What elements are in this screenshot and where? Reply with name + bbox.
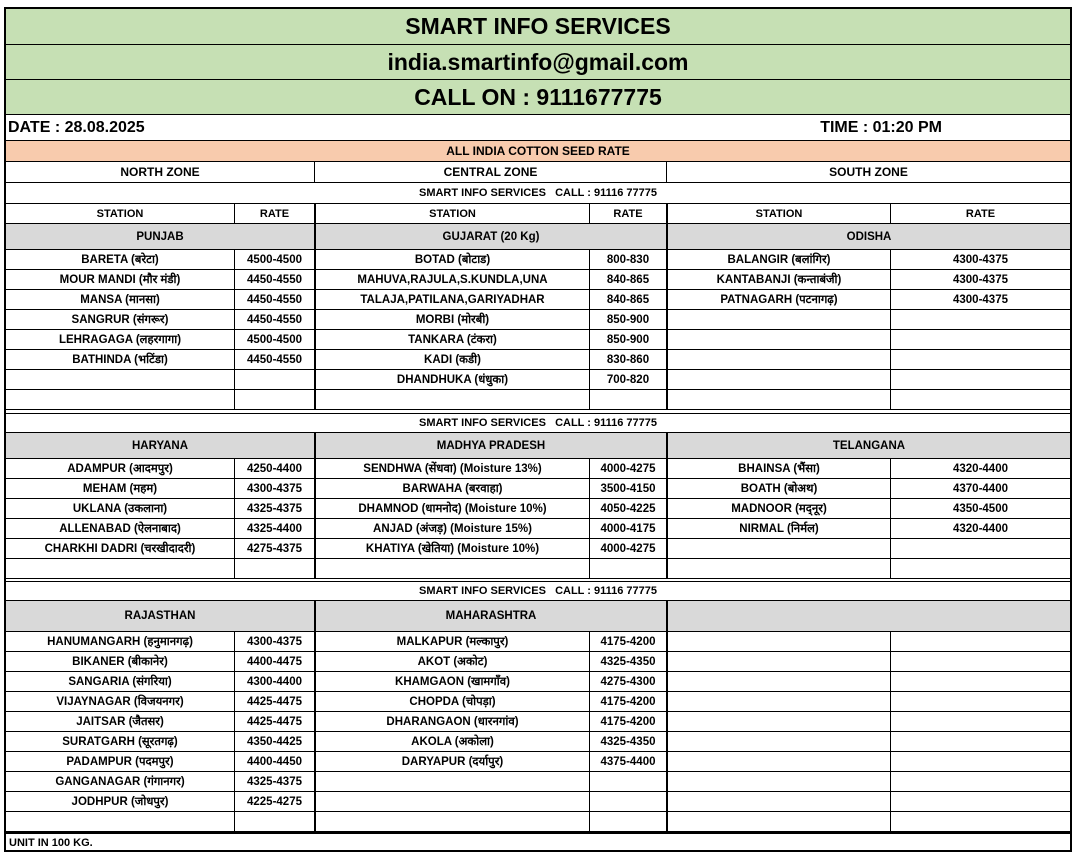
station-name: CHOPDA (चोपड़ा)	[314, 692, 589, 712]
report-time: TIME : 01:20 PM	[820, 118, 942, 136]
station-name: ADAMPUR (आदमपुर)	[6, 459, 234, 479]
station-name: PADAMPUR (पदमपुर)	[6, 752, 234, 772]
station-name: MORBI (मोरबी)	[314, 310, 589, 330]
station-name: VIJAYNAGAR (विजयनगर)	[6, 692, 234, 712]
rate-value: 4350-4425	[234, 732, 314, 752]
rate-sheet	[4, 7, 1072, 852]
empty-cell	[589, 812, 666, 832]
station-name: SANGARIA (संगरिया)	[6, 672, 234, 692]
zone-south: SOUTH ZONE	[666, 162, 1070, 182]
section-1	[6, 224, 1070, 413]
rate-value: 4300-4375	[890, 270, 1070, 290]
rate-value: 4175-4200	[589, 632, 666, 652]
rate-value: 4450-4550	[234, 270, 314, 290]
rate-value: 4450-4550	[234, 350, 314, 370]
rate-value: 850-900	[589, 310, 666, 330]
empty-cell	[890, 752, 1070, 772]
section-3	[6, 601, 1070, 832]
col-station: STATION	[96, 207, 144, 220]
station-name: LEHRAGAGA (लहरगागा)	[6, 330, 234, 350]
empty-cell	[666, 772, 890, 792]
empty-cell	[314, 559, 589, 579]
station-name: BOTAD (बोटाड)	[314, 250, 589, 270]
company-name: SMART INFO SERVICES	[6, 9, 1070, 45]
banner-3: SMART INFO SERVICES CALL : 91116 77775	[6, 581, 1070, 601]
empty-cell	[890, 559, 1070, 579]
station-name: TALAJA,PATILANA,GARIYADHAR	[314, 290, 589, 310]
region-title: TELANGANA	[666, 433, 1070, 459]
rate-value: 840-865	[589, 290, 666, 310]
station-name: NIRMAL (निर्मल)	[666, 519, 890, 539]
station-name: MANSA (मानसा)	[6, 290, 234, 310]
station-name: SENDHWA (सेंधवा) (Moisture 13%)	[314, 459, 589, 479]
empty-cell	[890, 772, 1070, 792]
station-name: MAHUVA,RAJULA,S.KUNDLA,UNA	[314, 270, 589, 290]
station-name: DARYAPUR (दर्यापुर)	[314, 752, 589, 772]
rate-value: 4325-4375	[234, 499, 314, 519]
empty-cell	[589, 772, 666, 792]
station-name: BIKANER (बीकानेर)	[6, 652, 234, 672]
region-title: MAHARASHTRA	[314, 601, 666, 632]
empty-cell	[666, 310, 890, 330]
rate-value: 4275-4300	[589, 672, 666, 692]
rate-value: 4225-4275	[234, 792, 314, 812]
empty-cell	[890, 812, 1070, 832]
report-date: DATE : 28.08.2025	[8, 118, 145, 136]
station-name: KHAMGAON (खामगाँव)	[314, 672, 589, 692]
station-name: CHARKHI DADRI (चरखीदादरी)	[6, 539, 234, 559]
station-name: SANGRUR (संगरूर)	[6, 310, 234, 330]
empty-cell	[6, 559, 234, 579]
station-name: MEHAM (महम)	[6, 479, 234, 499]
empty-cell	[666, 350, 890, 370]
empty-cell	[666, 792, 890, 812]
empty-cell	[890, 732, 1070, 752]
station-name: GANGANAGAR (गंगानगर)	[6, 772, 234, 792]
col-station: STATION	[666, 204, 890, 223]
column-header-row	[6, 204, 1070, 224]
banner-1: SMART INFO SERVICES CALL : 91116 77775	[6, 183, 1070, 204]
empty-cell	[666, 559, 890, 579]
rate-value: 4450-4550	[234, 310, 314, 330]
station-name: AKOLA (अकोला)	[314, 732, 589, 752]
rate-value: 4400-4475	[234, 652, 314, 672]
empty-cell	[666, 632, 890, 652]
rate-value: 4300-4375	[890, 250, 1070, 270]
station-name: JAITSAR (जैतसर)	[6, 712, 234, 732]
empty-cell	[666, 539, 890, 559]
station-name: TANKARA (टंकरा)	[314, 330, 589, 350]
rate-value: 4000-4275	[589, 539, 666, 559]
empty-cell	[666, 712, 890, 732]
empty-cell	[890, 652, 1070, 672]
empty-cell	[890, 390, 1070, 410]
empty-cell	[589, 390, 666, 410]
station-name: PATNAGARH (पटनागढ़)	[666, 290, 890, 310]
station-name: MOUR MANDI (मौर मंडी)	[6, 270, 234, 290]
empty-cell	[890, 310, 1070, 330]
rate-value: 830-860	[589, 350, 666, 370]
empty-cell	[234, 812, 314, 832]
rate-value: 4275-4375	[234, 539, 314, 559]
empty-cell	[890, 692, 1070, 712]
rate-value: 4175-4200	[589, 712, 666, 732]
rate-value: 4370-4400	[890, 479, 1070, 499]
region-title: HARYANA	[6, 433, 314, 459]
station-name: KHATIYA (खेतिया) (Moisture 10%)	[314, 539, 589, 559]
empty-cell	[6, 370, 234, 390]
station-name: BARETA (बरेटा)	[6, 250, 234, 270]
region-title	[666, 601, 1070, 632]
empty-cell	[589, 792, 666, 812]
col-rate: RATE	[589, 204, 666, 223]
rate-value: 4300-4375	[234, 632, 314, 652]
zone-row	[6, 162, 1070, 183]
rate-value: 3500-4150	[589, 479, 666, 499]
empty-cell	[6, 812, 234, 832]
zone-north: NORTH ZONE	[120, 165, 200, 179]
station-name: MADNOOR (मद्नूर)	[666, 499, 890, 519]
empty-cell	[314, 812, 589, 832]
rate-value: 4425-4475	[234, 692, 314, 712]
station-name: HANUMANGARH (हनुमानगढ़)	[6, 632, 234, 652]
station-name: ALLENABAD (ऐलनाबाद)	[6, 519, 234, 539]
station-name: MALKAPUR (मल्कापुर)	[314, 632, 589, 652]
empty-cell	[666, 652, 890, 672]
empty-cell	[890, 712, 1070, 732]
col-rate: RATE	[890, 204, 1070, 223]
empty-cell	[890, 370, 1070, 390]
station-name: ANJAD (अंजड़) (Moisture 15%)	[314, 519, 589, 539]
date-time-row	[6, 115, 1070, 141]
empty-cell	[666, 390, 890, 410]
station-name: DHAMNOD (धामनोद) (Moisture 10%)	[314, 499, 589, 519]
rate-value: 4400-4450	[234, 752, 314, 772]
region-title: RAJASTHAN	[6, 601, 314, 632]
station-name: DHANDHUKA (धंधुका)	[314, 370, 589, 390]
rate-value: 4325-4375	[234, 772, 314, 792]
rate-value: 4000-4275	[589, 459, 666, 479]
empty-cell	[234, 370, 314, 390]
contact-email: india.smartinfo@gmail.com	[6, 45, 1070, 80]
rate-value: 4500-4500	[234, 250, 314, 270]
empty-cell	[666, 370, 890, 390]
rate-value: 4300-4400	[234, 672, 314, 692]
empty-cell	[890, 350, 1070, 370]
empty-cell	[6, 390, 234, 410]
empty-cell	[890, 672, 1070, 692]
rate-value: 4300-4375	[234, 479, 314, 499]
station-name: AKOT (अकोट)	[314, 652, 589, 672]
station-name: BARWAHA (बरवाहा)	[314, 479, 589, 499]
sheet-title: ALL INDIA COTTON SEED RATE	[6, 141, 1070, 162]
station-name: UKLANA (उकलाना)	[6, 499, 234, 519]
empty-cell	[666, 672, 890, 692]
region-title: GUJARAT (20 Kg)	[314, 224, 666, 250]
rate-value: 4250-4400	[234, 459, 314, 479]
rate-value: 840-865	[589, 270, 666, 290]
rate-value: 4325-4350	[589, 652, 666, 672]
rate-value: 4500-4500	[234, 330, 314, 350]
empty-cell	[234, 559, 314, 579]
rate-value: 850-900	[589, 330, 666, 350]
region-title: PUNJAB	[6, 224, 314, 250]
empty-cell	[589, 559, 666, 579]
empty-cell	[890, 539, 1070, 559]
station-name: BALANGIR (बलांगिर)	[666, 250, 890, 270]
station-name: KANTABANJI (कन्ताबंजी)	[666, 270, 890, 290]
rate-value: 800-830	[589, 250, 666, 270]
rate-value: 4375-4400	[589, 752, 666, 772]
empty-cell	[314, 772, 589, 792]
rate-value: 4175-4200	[589, 692, 666, 712]
station-name: JODHPUR (जोधपुर)	[6, 792, 234, 812]
unit-note: UNIT IN 100 KG.	[6, 832, 1070, 852]
rate-value: 4300-4375	[890, 290, 1070, 310]
empty-cell	[890, 632, 1070, 652]
station-name: KADI (कडी)	[314, 350, 589, 370]
col-station: STATION	[314, 204, 589, 223]
section-2	[6, 433, 1070, 581]
empty-cell	[666, 692, 890, 712]
rate-value: 700-820	[589, 370, 666, 390]
empty-cell	[314, 792, 589, 812]
empty-cell	[234, 390, 314, 410]
empty-cell	[666, 752, 890, 772]
region-title: ODISHA	[666, 224, 1070, 250]
empty-cell	[314, 390, 589, 410]
station-name: BHAINSA (भैंसा)	[666, 459, 890, 479]
rate-value: 4350-4500	[890, 499, 1070, 519]
empty-cell	[890, 792, 1070, 812]
rate-value: 4320-4400	[890, 459, 1070, 479]
rate-value: 4000-4175	[589, 519, 666, 539]
rate-value: 4325-4400	[234, 519, 314, 539]
empty-cell	[666, 812, 890, 832]
region-title: MADHYA PRADESH	[314, 433, 666, 459]
rate-value: 4450-4550	[234, 290, 314, 310]
rate-value: 4320-4400	[890, 519, 1070, 539]
rate-value: 4050-4225	[589, 499, 666, 519]
station-name: BOATH (बोअथ)	[666, 479, 890, 499]
contact-phone: CALL ON : 9111677775	[6, 80, 1070, 115]
station-name: DHARANGAON (धारनगांव)	[314, 712, 589, 732]
col-rate: RATE	[234, 204, 314, 223]
empty-cell	[666, 330, 890, 350]
rate-value: 4425-4475	[234, 712, 314, 732]
rate-value: 4325-4350	[589, 732, 666, 752]
station-name: SURATGARH (सूरतगढ़)	[6, 732, 234, 752]
empty-cell	[666, 732, 890, 752]
zone-central: CENTRAL ZONE	[314, 162, 666, 182]
empty-cell	[890, 330, 1070, 350]
banner-2: SMART INFO SERVICES CALL : 91116 77775	[6, 413, 1070, 433]
station-name: BATHINDA (भटिंडा)	[6, 350, 234, 370]
